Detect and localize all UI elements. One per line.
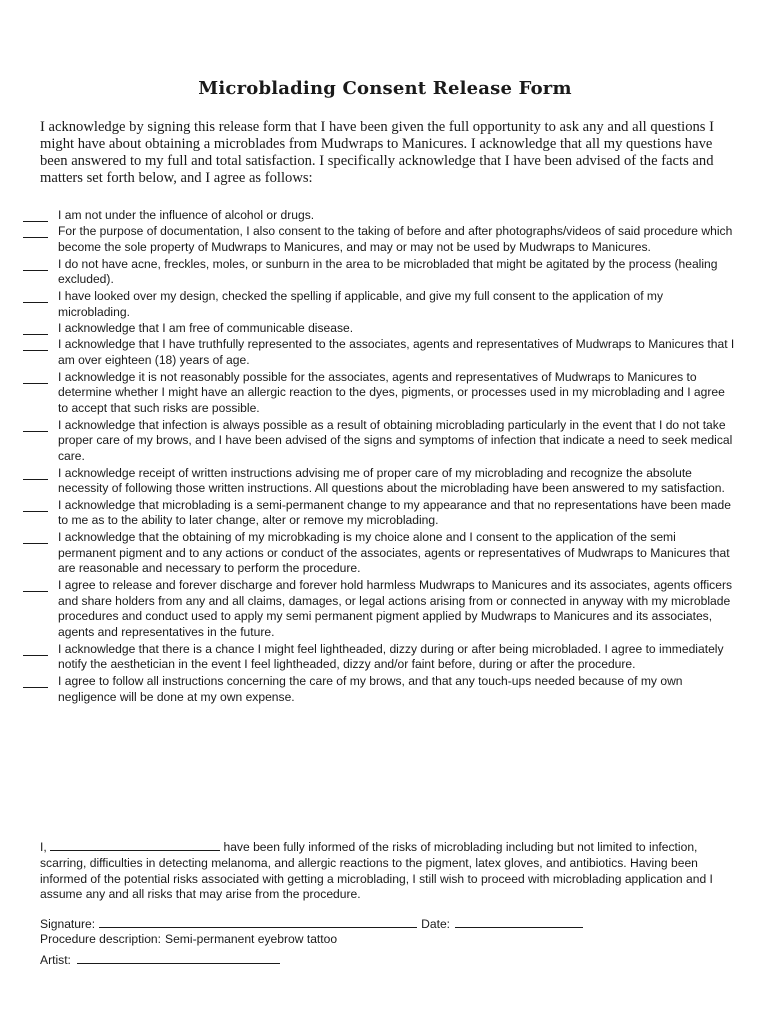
list-item: [23, 321, 735, 337]
signature-row: [40, 916, 740, 932]
list-item-text: I acknowledge that the obtaining of my microbkading is my choice alone and I consent to the application of the semi permanent pigment and to any actions or conduct of the associates, agents or representatives of Mudwraps to Manicures that are reasonable and necessary to perform the procedure.: [58, 529, 730, 576]
initial-blank[interactable]: [23, 334, 48, 335]
procedure-row: [40, 932, 740, 948]
list-item: [23, 224, 735, 256]
list-item-text: For the purpose of documentation, I also consent to the taking of before and after photographs/videos of said procedure which become the sole property of Mudwraps to Manicures, and may or may not be used by Mudwraps to Manicures.: [58, 224, 733, 255]
initial-blank[interactable]: [23, 511, 48, 512]
list-item: [23, 418, 735, 465]
risk-statement: [40, 839, 735, 903]
list-item: [23, 530, 735, 577]
list-item-text: I acknowledge that there is a chance I might feel lightheaded, dizzy during or after being microbladed. I agree to immediately notify the aesthetician in the event I feel lightheaded, dizzy and/or faint before, during or after the procedure.: [58, 641, 724, 672]
list-item: [23, 208, 735, 224]
list-item-text: I acknowledge that I have truthfully represented to the associates, agents and representatives of Mudwraps to Manicures that I am over eighteen (18) years of age.: [58, 337, 735, 368]
list-item: [23, 498, 735, 530]
list-item: [23, 289, 735, 321]
list-item-text: I am not under the influence of alcohol or drugs.: [58, 208, 315, 222]
initial-blank[interactable]: [23, 237, 48, 238]
initial-blank[interactable]: [23, 479, 48, 480]
risk-prefix: I,: [40, 840, 47, 854]
initial-blank[interactable]: [23, 350, 48, 351]
artist-row: [40, 952, 740, 968]
initial-blank[interactable]: [23, 383, 48, 384]
initial-blank[interactable]: [23, 543, 48, 544]
list-item: [23, 466, 735, 498]
signature-block: [40, 916, 740, 968]
initial-blank[interactable]: [23, 302, 48, 303]
list-item-text: I acknowledge that I am free of communicable disease.: [58, 320, 354, 335]
artist-label: Artist:: [40, 953, 71, 967]
list-item-text: I have looked over my design, checked the spelling if applicable, and give my full consent to the application of my microblading.: [58, 288, 664, 319]
list-item-text: I do not have acne, freckles, moles, or sunburn in the area to be microbladed that might be agitated by the process (healing excluded).: [58, 256, 718, 287]
list-item-text: I agree to follow all instructions concerning the care of my brows, and that any touch-ups needed because of my own negligence will be done at my own expense.: [58, 673, 683, 704]
signature-field[interactable]: [99, 916, 417, 928]
acknowledgement-list: [23, 208, 735, 706]
list-item: [23, 337, 735, 369]
list-item-text: I acknowledge receipt of written instructions advising me of proper care of my microblading and recognize the absolute necessity of following those written instructions. All questions about the microblading have been answered to my satisfaction.: [58, 465, 725, 496]
name-field[interactable]: [50, 839, 220, 851]
procedure-value: Semi-permanent eyebrow tattoo: [165, 932, 338, 946]
initial-blank[interactable]: [23, 221, 48, 222]
intro-paragraph: I acknowledge by signing this release form that I have been given the full opportunity to ask any and all questions I might have about obtaining a microblades from Mudwraps to Manicures. I acknowledge that all my questions have been answered to my full and total satisfaction. I specifically acknowledge that I have been advised of the facts and matters set forth below, and I agree as follows:: [40, 119, 714, 186]
initial-blank[interactable]: [23, 431, 48, 432]
list-item-text: I acknowledge that infection is always possible as a result of obtaining microblading particularly in the event that I do not take proper care of my brows, and I have been advised of the signs and symptoms of infection that indicate a need to seek medical care.: [58, 417, 733, 464]
list-item: [23, 578, 735, 641]
list-item: [23, 370, 735, 417]
risk-text: have been fully informed of the risks of microblading including but not limited to infection, scarring, difficulties in detecting melanoma, and allergic reactions to the pigment, latex gloves, and antibiotics. Having been informed of the potential risks associated with getting a microblading, I still wish to proceed with microblading application and I assume any and all risks that may arise from the procedure.: [40, 840, 713, 902]
page-title: Microblading Consent Release Form: [198, 78, 572, 99]
date-label: Date:: [421, 917, 451, 931]
date-field[interactable]: [455, 916, 583, 928]
procedure-label: Procedure description:: [40, 932, 162, 946]
initial-blank[interactable]: [23, 687, 48, 688]
initial-blank[interactable]: [23, 655, 48, 656]
list-item: [23, 642, 735, 674]
list-item-text: I agree to release and forever discharge and forever hold harmless Mudwraps to Manicures and its associates, agents officers and share holders from any and all claims, damages, or legal actions arising from or connected in anyway with my microblade procedures and conduct used to apply my semi permanent pigment applied by Mudwraps to Manicures and its associates, agents and representatives in the future.: [58, 577, 733, 640]
initial-blank[interactable]: [23, 270, 48, 271]
signature-label: Signature:: [40, 917, 96, 931]
artist-field[interactable]: [77, 952, 280, 964]
list-item: [23, 257, 735, 289]
list-item-text: I acknowledge it is not reasonably possible for the associates, agents and representatives of Mudwraps to Manicures to determine whether I might have an allergic reaction to the dyes, pigments, or processes used in my microblading and I agree to accept that such risks are possible.: [58, 369, 725, 416]
list-item: [23, 674, 735, 706]
initial-blank[interactable]: [23, 591, 48, 592]
list-item-text: I acknowledge that microblading is a semi-permanent change to my appearance and that no representations have been made to me as to the ability to later change, alter or remove my microblading.: [58, 497, 731, 528]
